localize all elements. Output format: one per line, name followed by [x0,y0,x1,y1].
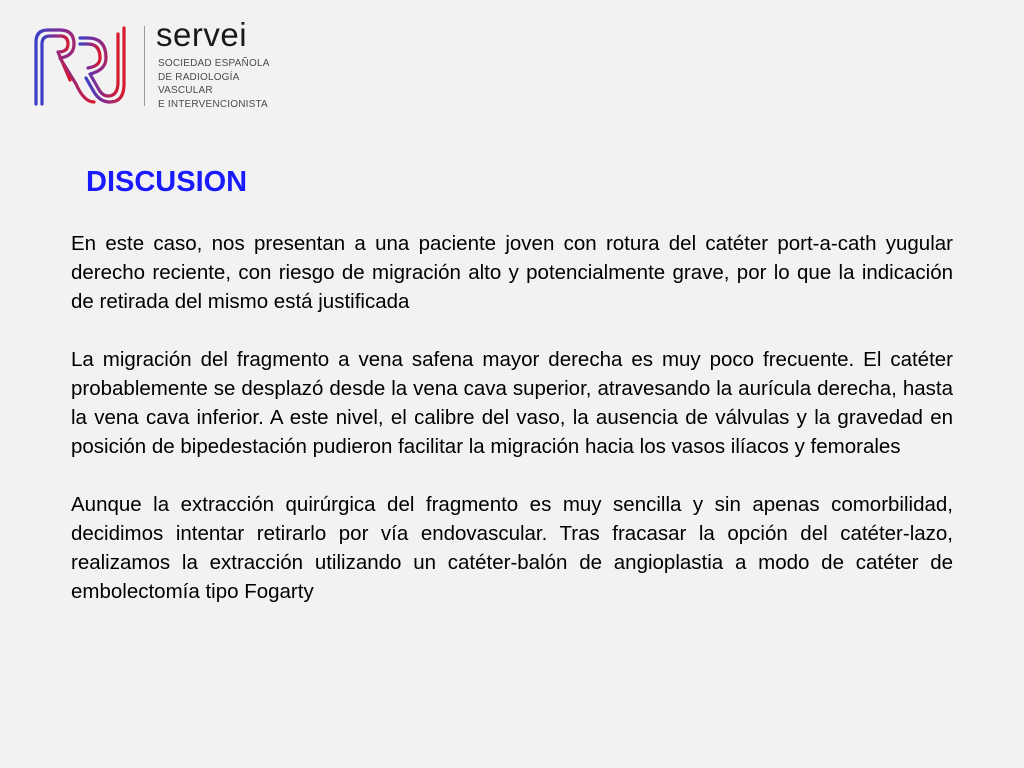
brand-subtitle [158,57,270,111]
paragraph: Aunque la extracción quirúrgica del fragmento es muy sencilla y sin apenas comorbilidad, decidimos intentar retirarlo por vía endovascular. Tras fracasar la opción del catéter-lazo, realizamos la extracción utilizando un catéter-balón de angioplastia a modo de catéter de embolectomía tipo Fogarty [71,493,953,603]
slide-title: DISCUSION [86,166,248,198]
brand-subtitle-line: E INTERVENCIONISTA [158,98,268,110]
servei-logo-icon [30,24,130,108]
brand-subtitle-line: DE RADIOLOGÍA [158,71,240,83]
brand-subtitle-line: VASCULAR [158,85,213,96]
paragraph: La migración del fragmento a vena safena mayor derecha es muy poco frecuente. El catéter probablemente se desplazó desde la vena cava superior, atravesando la aurícula derecha, hasta la vena cava inferior. A este nivel, el calibre del vaso, la ausencia de válvulas y la gravedad en posición de bipedestación pudieron facilitar la migración hacia los vasos ilíacos y femorales [71,348,953,458]
slide-body [71,229,953,635]
paragraph: En este caso, nos presentan a una paciente joven con rotura del catéter port-a-cath yugular derecho reciente, con riesgo de migración alto y potencialmente grave, por lo que la indicación de retirada del mismo está justificada [71,232,953,313]
brand-name: servei [156,16,248,53]
brand-subtitle-line: SOCIEDAD ESPAÑOLA [158,58,270,69]
logo-divider [144,26,145,106]
